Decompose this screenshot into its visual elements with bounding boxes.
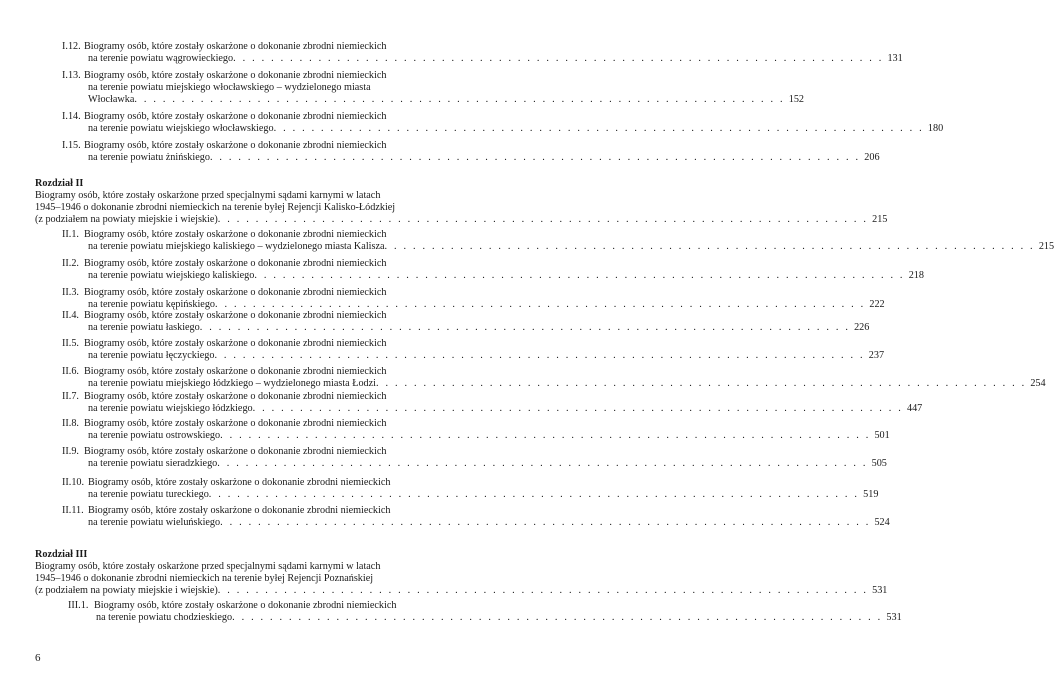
toc-page-number: 254 — [1030, 378, 1046, 390]
dot-leader: . . . . . . . . . . . . . . . . . . . . . . . . . . . . . . . . . . . . . . . . . . . . . . . . . . . . . . . . . . . . . . . . . . . . . — [208, 489, 860, 501]
dot-leader: . . . . . . . . . . . . . . . . . . . . . . . . . . . . . . . . . . . . . . . . . . . . . . . . . . . . . . . . . . . . . . . . . . . . . — [214, 350, 865, 362]
toc-leader-line — [88, 123, 944, 135]
toc-leader-line — [35, 214, 888, 226]
toc-entry-number: II.5. — [62, 338, 79, 349]
toc-line-text: na terenie powiatu ostrowskiego — [88, 430, 221, 442]
toc-line-text: na terenie powiatu wieluńskiego — [88, 517, 221, 529]
chapter-intro-line: Biogramy osób, które zostały oskarżone przed specjalnymi sądami karnymi w latach — [35, 190, 381, 201]
toc-page-number: 218 — [908, 270, 924, 282]
toc-entry-number: I.13. — [62, 70, 81, 81]
toc-page-number: 180 — [927, 123, 944, 135]
toc-entry-number: II.3. — [62, 287, 79, 298]
toc-page-number: 152 — [788, 94, 804, 106]
toc-entry-line: Biogramy osób, które zostały oskarżone o dokonanie zbrodni niemieckich — [84, 366, 387, 377]
toc-page-number: 226 — [854, 322, 870, 334]
toc-line-text: (z podziałem na powiaty miejskie i wiejskie) — [35, 585, 218, 597]
toc-entry-line: Biogramy osób, które zostały oskarżone o dokonanie zbrodni niemieckich — [84, 310, 387, 321]
toc-line-text: na terenie powiatu wągrowieckiego — [88, 53, 234, 65]
toc-entry-number: II.11. — [62, 505, 84, 516]
toc-entry-line: Biogramy osób, które zostały oskarżone o dokonanie zbrodni niemieckich — [84, 140, 387, 151]
dot-leader: . . . . . . . . . . . . . . . . . . . . . . . . . . . . . . . . . . . . . . . . . . . . . . . . . . . . . . . . . . . . . . . . . . . . . — [134, 94, 785, 106]
toc-entry-line: Biogramy osób, które zostały oskarżone o dokonanie zbrodni niemieckich — [84, 258, 387, 269]
toc-line-text: (z podziałem na powiaty miejskie i wiejskie) — [35, 214, 218, 226]
toc-line-text: na terenie powiatu miejskiego kaliskiego – wydzielonego miasta Kalisza — [88, 241, 385, 253]
toc-line-text: na terenie powiatu łęczyckiego — [88, 350, 215, 362]
toc-entry-line: na terenie powiatu miejskiego włocławskiego – wydzielonego miasta — [88, 82, 371, 94]
toc-entry-number: II.7. — [62, 391, 79, 402]
dot-leader: . . . . . . . . . . . . . . . . . . . . . . . . . . . . . . . . . . . . . . . . . . . . . . . . . . . . . . . . . . . . . . . . . . . . . — [252, 403, 903, 415]
toc-line-text: na terenie powiatu wiejskiego włocławskiego — [88, 123, 274, 135]
toc-entry-number: I.15. — [62, 140, 81, 151]
toc-page-number: 215 — [872, 214, 888, 226]
toc-line-text: na terenie powiatu chodzieskiego — [96, 612, 233, 624]
toc-leader-line — [88, 270, 924, 282]
toc-leader-line — [88, 458, 887, 470]
toc-line-text: na terenie powiatu wiejskiego łódzkiego — [88, 403, 253, 415]
toc-line-text: na terenie powiatu łaskiego — [88, 322, 200, 334]
toc-page-number: 131 — [887, 53, 903, 65]
toc-entry-number: III.1. — [68, 600, 89, 611]
toc-leader-line — [88, 322, 870, 334]
dot-leader: . . . . . . . . . . . . . . . . . . . . . . . . . . . . . . . . . . . . . . . . . . . . . . . . . . . . . . . . . . . . . . . . . . . . . — [199, 322, 851, 334]
toc-entry-number: I.14. — [62, 111, 81, 122]
toc-page-number: 237 — [868, 350, 885, 362]
toc-entry-line: Biogramy osób, które zostały oskarżone o dokonanie zbrodni niemieckich — [84, 229, 387, 240]
toc-leader-line — [88, 517, 890, 529]
toc-leader-line — [35, 585, 888, 597]
toc-entry-number: II.2. — [62, 258, 79, 269]
toc-leader-line — [88, 94, 804, 106]
toc-page-number: 505 — [871, 458, 887, 470]
dot-leader: . . . . . . . . . . . . . . . . . . . . . . . . . . . . . . . . . . . . . . . . . . . . . . . . . . . . . . . . . . . . . . . . . . . . . — [217, 214, 869, 226]
toc-entry-line: Biogramy osób, które zostały oskarżone o dokonanie zbrodni niemieckich — [84, 338, 387, 349]
toc-line-text: na terenie powiatu sieradzkiego — [88, 458, 218, 470]
toc-entry-number: II.8. — [62, 418, 79, 429]
toc-entry-line: Biogramy osób, które zostały oskarżone o dokonanie zbrodni niemieckich — [84, 111, 387, 122]
toc-entry-line: Biogramy osób, które zostały oskarżone o dokonanie zbrodni niemieckich — [88, 505, 391, 516]
toc-line-text: na terenie powiatu wiejskiego kaliskiego — [88, 270, 255, 282]
dot-leader: . . . . . . . . . . . . . . . . . . . . . . . . . . . . . . . . . . . . . . . . . . . . . . . . . . . . . . . . . . . . . . . . . . . . . — [209, 152, 861, 164]
chapter-heading: Rozdział III — [35, 549, 88, 560]
toc-page-number: 206 — [864, 152, 880, 164]
toc-entry-number: II.9. — [62, 446, 79, 457]
toc-page-number: 215 — [1038, 241, 1054, 253]
toc-entry-number: II.6. — [62, 366, 79, 377]
dot-leader: . . . . . . . . . . . . . . . . . . . . . . . . . . . . . . . . . . . . . . . . . . . . . . . . . . . . . . . . . . . . . . . . . . . . . — [220, 430, 871, 442]
toc-line-text: na terenie powiatu miejskiego łódzkiego – wydzielonego miasta Łodzi — [88, 378, 376, 390]
toc-page-number: 531 — [886, 612, 902, 624]
toc-entry-number: II.10. — [62, 477, 85, 488]
toc-leader-line — [88, 350, 885, 362]
toc-leader-line — [88, 430, 890, 442]
toc-page-number: 222 — [869, 299, 885, 311]
toc-leader-line — [88, 403, 923, 415]
dot-leader: . . . . . . . . . . . . . . . . . . . . . . . . . . . . . . . . . . . . . . . . . . . . . . . . . . . . . . . . . . . . . . . . . . . . . — [217, 585, 869, 597]
toc-leader-line — [88, 378, 1046, 390]
toc-entry-number: II.1. — [62, 229, 79, 240]
toc-line-text: na terenie powiatu żnińskiego — [88, 152, 210, 164]
toc-leader-line — [88, 53, 903, 65]
toc-entry-line: Biogramy osób, które zostały oskarżone o dokonanie zbrodni niemieckich — [84, 418, 387, 429]
toc-line-text: na terenie powiatu kępińskiego — [88, 299, 216, 311]
toc-entry-line: Biogramy osób, które zostały oskarżone o dokonanie zbrodni niemieckich — [84, 287, 387, 298]
toc-entry-line: Biogramy osób, które zostały oskarżone o dokonanie zbrodni niemieckich — [84, 391, 387, 402]
toc-entry-line: Biogramy osób, które zostały oskarżone o dokonanie zbrodni niemieckich — [84, 41, 387, 52]
dot-leader: . . . . . . . . . . . . . . . . . . . . . . . . . . . . . . . . . . . . . . . . . . . . . . . . . . . . . . . . . . . . . . . . . . . . . — [273, 123, 924, 135]
toc-leader-line — [88, 152, 880, 164]
dot-leader: . . . . . . . . . . . . . . . . . . . . . . . . . . . . . . . . . . . . . . . . . . . . . . . . . . . . . . . . . . . . . . . . . . . . . — [254, 270, 905, 282]
toc-entry-line: Biogramy osób, które zostały oskarżone o dokonanie zbrodni niemieckich — [88, 477, 391, 488]
dot-leader: . . . . . . . . . . . . . . . . . . . . . . . . . . . . . . . . . . . . . . . . . . . . . . . . . . . . . . . . . . . . . . . . . . . . . — [217, 458, 868, 470]
dot-leader: . . . . . . . . . . . . . . . . . . . . . . . . . . . . . . . . . . . . . . . . . . . . . . . . . . . . . . . . . . . . . . . . . . . . . — [233, 53, 884, 65]
dot-leader: . . . . . . . . . . . . . . . . . . . . . . . . . . . . . . . . . . . . . . . . . . . . . . . . . . . . . . . . . . . . . . . . . . . . . — [232, 612, 883, 624]
dot-leader: . . . . . . . . . . . . . . . . . . . . . . . . . . . . . . . . . . . . . . . . . . . . . . . . . . . . . . . . . . . . . . . . . . . . . — [384, 241, 1035, 253]
toc-page-number: 531 — [872, 585, 888, 597]
toc-line-text: Włocławka — [88, 94, 135, 106]
toc-leader-line — [88, 241, 1054, 253]
toc-entry-number: II.4. — [62, 310, 79, 321]
toc-line-text: na terenie powiatu tureckiego — [88, 489, 209, 501]
chapter-intro-line: 1945–1946 o dokonanie zbrodni niemieckich na terenie byłej Rejencji Poznańskiej — [35, 573, 374, 585]
dot-leader: . . . . . . . . . . . . . . . . . . . . . . . . . . . . . . . . . . . . . . . . . . . . . . . . . . . . . . . . . . . . . . . . . . . . . — [376, 378, 1027, 390]
page-number: 6 — [35, 652, 41, 664]
toc-entry-line: Biogramy osób, które zostały oskarżone o dokonanie zbrodni niemieckich — [84, 70, 387, 81]
toc-page-number: 519 — [863, 489, 879, 501]
dot-leader: . . . . . . . . . . . . . . . . . . . . . . . . . . . . . . . . . . . . . . . . . . . . . . . . . . . . . . . . . . . . . . . . . . . . . — [220, 517, 871, 529]
dot-leader: . . . . . . . . . . . . . . . . . . . . . . . . . . . . . . . . . . . . . . . . . . . . . . . . . . . . . . . . . . . . . . . . . . . . . — [215, 299, 866, 311]
chapter-intro-line: 1945–1946 o dokonanie zbrodni niemieckich na terenie byłej Rejencji Kalisko-Łódzkiej — [35, 202, 396, 214]
toc-entry-line: Biogramy osób, które zostały oskarżone o dokonanie zbrodni niemieckich — [94, 600, 397, 611]
chapter-heading: Rozdział II — [35, 178, 84, 189]
toc-page-number: 447 — [906, 403, 923, 415]
toc-entry-number: I.12. — [62, 41, 81, 52]
toc-page-number: 501 — [874, 430, 890, 442]
chapter-intro-line: Biogramy osób, które zostały oskarżone przed specjalnymi sądami karnymi w latach — [35, 561, 381, 572]
toc-leader-line — [96, 612, 902, 624]
toc-page-number: 524 — [874, 517, 890, 529]
toc-entry-line: Biogramy osób, które zostały oskarżone o dokonanie zbrodni niemieckich — [84, 446, 387, 457]
toc-leader-line — [88, 489, 879, 501]
